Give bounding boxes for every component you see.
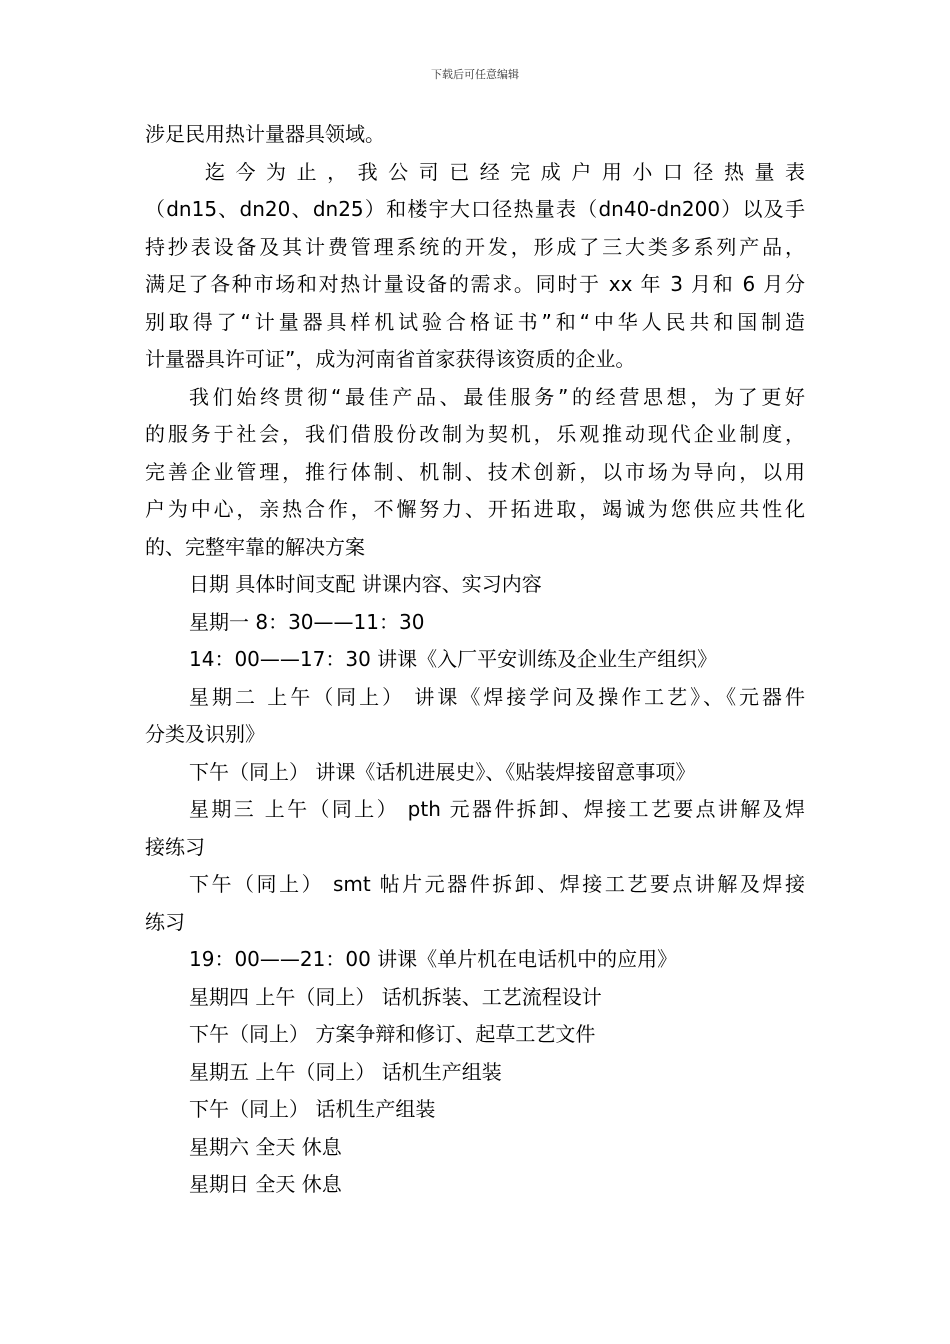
schedule-line: 练习 xyxy=(145,909,185,934)
paragraph-line: 满足了各种市场和对热计量设备的需求。同时于 xx 年 3 月和 6 月分 xyxy=(145,272,805,296)
schedule-line: 19：00——21：00 讲课《单片机在电话机中的应用》 xyxy=(189,947,678,971)
schedule-line-text: 星期三 上午（同上） pth 元器件拆卸、焊接工艺要点讲解及焊 xyxy=(189,797,805,821)
paragraph-line: 户为中心，亲热合作，不懈努力、开拓进取，竭诚为您供应共性化 xyxy=(145,497,805,521)
paragraph-line: 别取得了“计量器具样机试验合格证书”和“中华人民共和国制造 xyxy=(145,309,805,334)
schedule-line: 下午（同上） 讲课《话机进展史》、《贴装焊接留意事项》 xyxy=(189,759,696,784)
paragraph-line: 的、完整牢靠的解决方案 xyxy=(145,534,365,559)
paragraph-line: 涉足民用热计量器具领域。 xyxy=(145,122,385,146)
schedule-line xyxy=(145,679,805,717)
schedule-line-text: 下午（同上） smt 帖片元器件拆卸、焊接工艺要点讲解及焊接 xyxy=(189,872,805,896)
schedule-line: 星期五 上午（同上） 话机生产组装 xyxy=(189,1059,502,1084)
schedule-line: 日期 具体时间支配 讲课内容、实习内容 xyxy=(189,572,542,596)
schedule-line: 接练习 xyxy=(145,834,205,859)
schedule-line: 下午（同上） 话机生产组装 xyxy=(189,1097,436,1121)
paragraph-line-text: 迄今为止，我公司已经完成户用小口径热量表 xyxy=(205,159,805,184)
paragraph-line xyxy=(145,154,805,192)
schedule-line: 14：00——17：30 讲课《入厂平安训练及企业生产组织》 xyxy=(189,647,718,671)
schedule-line xyxy=(145,791,805,829)
paragraph-line: 的服务于社会，我们借股份改制为契机，乐观推动现代企业制度， xyxy=(145,422,805,446)
schedule-line: 星期日 全天 休息 xyxy=(189,1172,342,1196)
paragraph-line: 完善企业管理，推行体制、机制、技术创新，以市场为导向，以用 xyxy=(145,459,805,484)
schedule-line: 分类及识别》 xyxy=(145,722,265,746)
schedule-line xyxy=(145,866,805,904)
paragraph-line: 计量器具许可证”，成为河南省首家获得该资质的企业。 xyxy=(145,347,636,371)
document-body xyxy=(145,116,805,1204)
paragraph-line: 持抄表设备及其计费管理系统的开发，形成了三大类多系列产品， xyxy=(145,234,805,259)
schedule-line: 星期四 上午（同上） 话机拆装、工艺流程设计 xyxy=(189,984,602,1009)
schedule-line: 星期六 全天 休息 xyxy=(189,1134,342,1159)
schedule-line: 星期一 8：30——11：30 xyxy=(189,609,425,634)
schedule-line-text: 星期二 上午（同上） 讲课《焊接学问及操作工艺》、《元器件 xyxy=(189,684,805,709)
paragraph-line-text: 我们始终贯彻“最佳产品、最佳服务”的经营思想，为了更好 xyxy=(189,384,805,409)
paragraph-line xyxy=(145,379,805,417)
schedule-line: 下午（同上） 方案争辩和修订、起草工艺文件 xyxy=(189,1022,596,1046)
page-header: 下载后可任意编辑 xyxy=(431,68,519,81)
paragraph-line: （dn15、dn20、dn25）和楼宇大口径热量表（dn40-dn200）以及手 xyxy=(145,197,805,221)
